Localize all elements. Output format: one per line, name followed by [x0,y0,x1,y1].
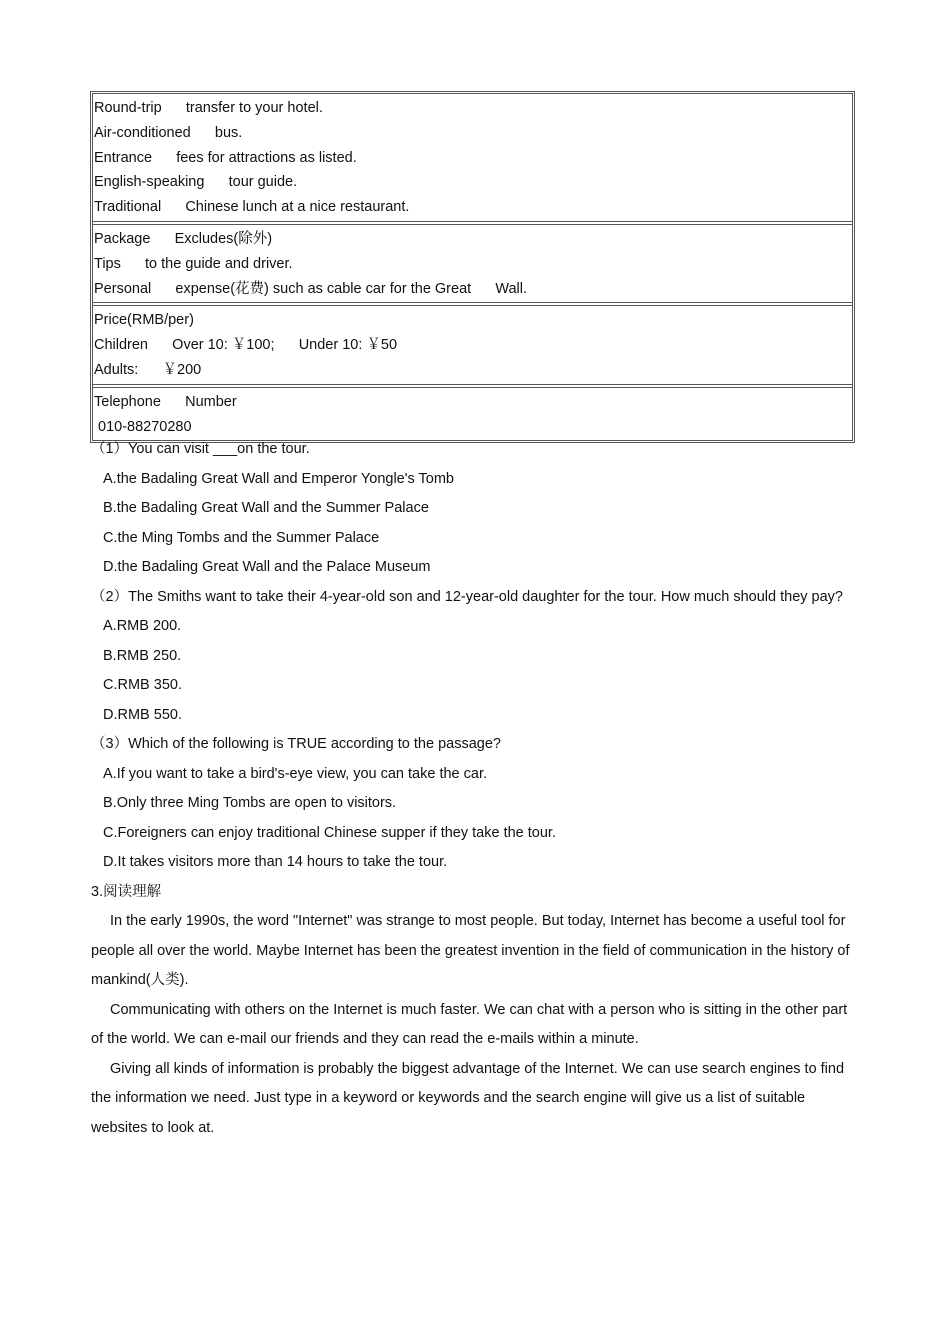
section-heading: 3.阅读理解 [91,883,162,900]
paragraph: Communicating with others on the Internet is much faster. We can chat with a person who is sitting in the other part of the world. We can e-mail our friends and they can read the e-mails within a minute. [91,1001,848,1047]
telephone-cell [93,388,852,441]
table-line: Adults: ￥200 [94,361,202,378]
question-stem: （3）Which of the following is TRUE according to the passage? [91,736,501,752]
price-cell [93,306,852,387]
paragraph: In the early 1990s, the word "Internet" was strange to most people. But today, Internet has become a useful tool for people all over the world. Maybe Internet has been the greatest invention in the field of communication in the history of mankind(人类). [91,913,850,988]
tour-info-table [90,91,855,443]
option-a: A.RMB 200. [103,618,182,634]
package-includes-cell [93,94,852,225]
question-stem: （2）The Smiths want to take their 4-year-old son and 12-year-old daughter for the tour. How much should they pay? [91,588,843,605]
option-d: D.the Badaling Great Wall and the Palace Museum [103,559,431,575]
table-line: Tips to the guide and driver. [94,255,293,272]
table-line: Entrance fees for attractions as listed. [94,149,357,166]
option-c: C.Foreigners can enjoy traditional Chinese supper if they take the tour. [103,824,556,841]
table-line: Personal expense(花费) such as cable car for the Great Wall. [94,280,528,297]
option-d: D.RMB 550. [103,706,182,723]
question-2 [91,583,857,731]
option-c: C.the Ming Tombs and the Summer Palace [103,529,380,546]
option-d: D.It takes visitors more than 14 hours to take the tour. [103,854,448,870]
question-stem: （1）You can visit ___on the tour. [91,441,310,457]
option-a: A.the Badaling Great Wall and Emperor Yongle's Tomb [103,470,454,487]
option-c: C.RMB 350. [103,677,182,693]
table-line: 010-88270280 [94,418,192,435]
table-line: Telephone Number [94,393,237,410]
table-line: Children Over 10: ￥100; Under 10: ￥50 [94,337,398,354]
document-body [91,435,857,1143]
question-3 [91,730,857,878]
table-line: English-speaking tour guide. [94,174,298,191]
table-line: Price(RMB/per) [94,312,194,329]
option-b: B.Only three Ming Tombs are open to visitors. [103,795,397,811]
question-1 [91,435,857,583]
option-b: B.RMB 250. [103,647,182,664]
table-line: Traditional Chinese lunch at a nice restaurant. [94,199,410,216]
table-line: Round-trip transfer to your hotel. [94,100,323,116]
table-line: Air-conditioned bus. [94,124,243,141]
option-a: A.If you want to take a bird's-eye view, you can take the car. [103,765,488,782]
option-b: B.the Badaling Great Wall and the Summer Palace [103,500,429,516]
table-line: Package Excludes(除外) [94,230,273,247]
paragraph: Giving all kinds of information is probably the biggest advantage of the Internet. We can use search engines to find the information we need. Just type in a keyword or keywords and the search engine will give us a list of suitable websites to look at. [91,1060,845,1136]
package-excludes-cell [93,225,852,306]
